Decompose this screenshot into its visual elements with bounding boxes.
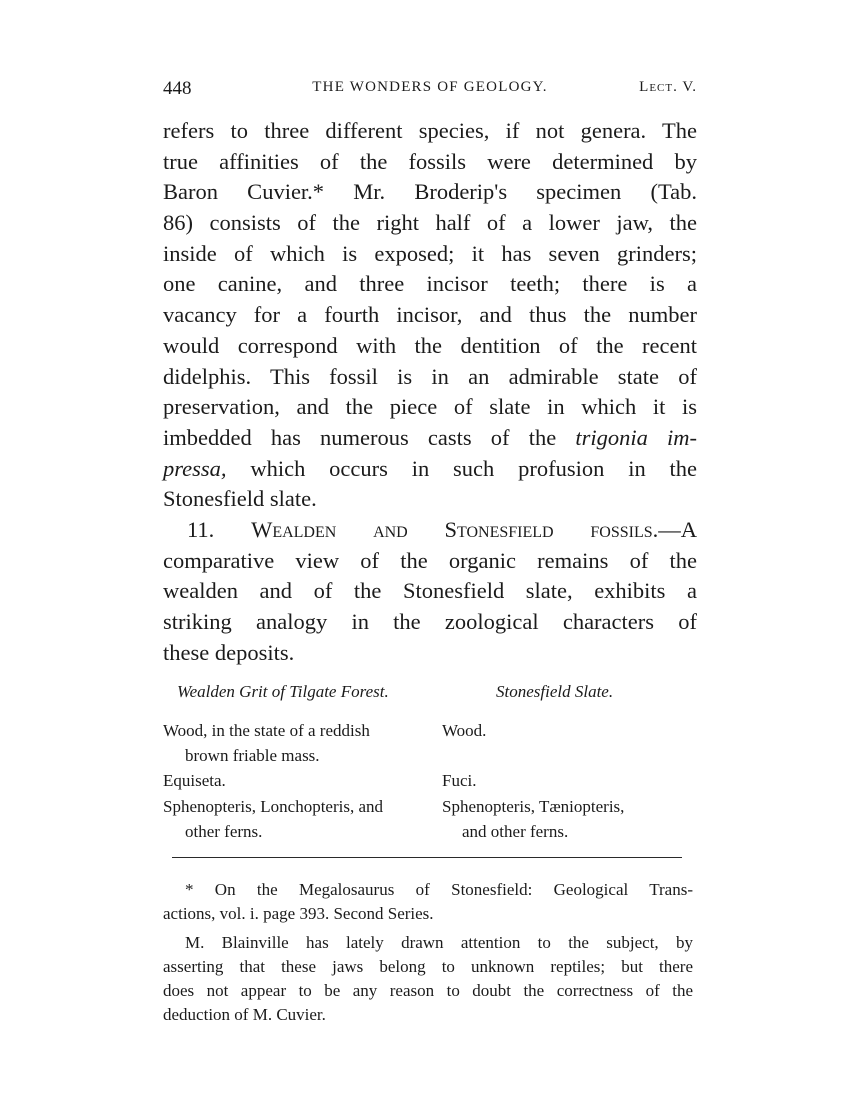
cell-line: Sphenopteris, Tæniopteris, <box>442 797 625 816</box>
footnote-rule <box>172 857 682 858</box>
body-line: preservation, and the piece of slate in which it is <box>163 394 697 420</box>
section-line: wealden and of the Stonesfield slate, exhibits a <box>163 578 697 604</box>
footnote-line: * On the Megalosaurus of Stonesfield: Geological Trans- <box>185 880 693 899</box>
body-line-text: imbedded has numerous casts of the <box>163 424 557 450</box>
column-header-wealden: Wealden Grit of Tilgate Forest. <box>177 682 389 701</box>
body-line: would correspond with the dentition of the recent <box>163 332 697 358</box>
cell-line: Fuci. <box>442 771 477 790</box>
species-name-part: trigonia im- <box>575 424 697 450</box>
body-line <box>163 454 697 485</box>
section-first-line <box>163 515 697 546</box>
cell-line: Wood, in the state of a reddish <box>163 721 370 740</box>
body-line: didelphis. This fossil is in an admirable state of <box>163 363 697 389</box>
species-name-part: pressa, <box>163 455 227 481</box>
body-line: Baron Cuvier.* Mr. Broderip's specimen (Tab. <box>163 179 697 205</box>
footnote-line: M. Blainville has lately drawn attention to the subject, by <box>185 932 693 952</box>
footnotes <box>163 878 693 1028</box>
page-number: 448 <box>163 78 192 99</box>
body-line: vacancy for a fourth incisor, and thus the number <box>163 302 697 328</box>
running-title: THE WONDERS OF GEOLOGY. <box>312 79 548 95</box>
footnote-line: asserting that these jaws belong to unknown reptiles; but there <box>163 956 693 976</box>
cell-line: Wood. <box>442 721 487 740</box>
body-line: 86) consists of the right half of a lower jaw, the <box>163 210 697 236</box>
table-cell-stonesfield <box>442 718 697 743</box>
cell-line: other ferns. <box>185 822 263 841</box>
body-line: Stonesfield slate. <box>163 486 317 512</box>
running-head <box>163 74 697 102</box>
section-line: these deposits. <box>163 639 295 665</box>
table-row <box>163 768 697 794</box>
footnote-line: does not appear to be any reason to doubt the correctness of the <box>163 981 693 1001</box>
table-cell-wealden <box>163 794 435 844</box>
section-line: striking analogy in the zoological characters of <box>163 609 697 634</box>
body-line <box>163 423 697 454</box>
section-text: —A <box>658 516 698 542</box>
cell-line: brown friable mass. <box>185 746 320 765</box>
table-cell-stonesfield <box>442 794 697 844</box>
body-line: one canine, and three incisor teeth; there is a <box>163 271 697 297</box>
comparison-table <box>163 718 697 844</box>
body-line: refers to three different species, if not genera. The <box>163 118 697 143</box>
cell-line: Equiseta. <box>163 771 226 790</box>
section-heading: Wealden and Stonesfield fossils. <box>251 516 659 542</box>
table-row <box>163 794 697 844</box>
section-number: 11. <box>187 516 215 542</box>
section-line: comparative view of the organic remains of the <box>163 547 697 573</box>
body-line: inside of which is exposed; it has seven grinders; <box>163 240 697 266</box>
comparison-table-header <box>163 682 697 708</box>
footnote-line: deduction of M. Cuvier. <box>163 1005 326 1025</box>
body-line-text: which occurs in such profusion in the <box>250 455 698 481</box>
table-cell-stonesfield <box>442 768 697 793</box>
body-text <box>163 116 697 668</box>
cell-line: Sphenopteris, Lonchopteris, and <box>163 797 384 816</box>
table-cell-wealden <box>163 718 435 768</box>
column-header-stonesfield: Stonesfield Slate. <box>496 682 614 701</box>
footnote-line: actions, vol. i. page 393. Second Series. <box>163 904 434 924</box>
cell-line: and other ferns. <box>462 822 569 841</box>
lecture-number: Lect. V. <box>639 79 697 95</box>
table-row <box>163 718 697 768</box>
table-cell-wealden <box>163 768 435 793</box>
body-line: true affinities of the fossils were determined by <box>163 148 697 174</box>
